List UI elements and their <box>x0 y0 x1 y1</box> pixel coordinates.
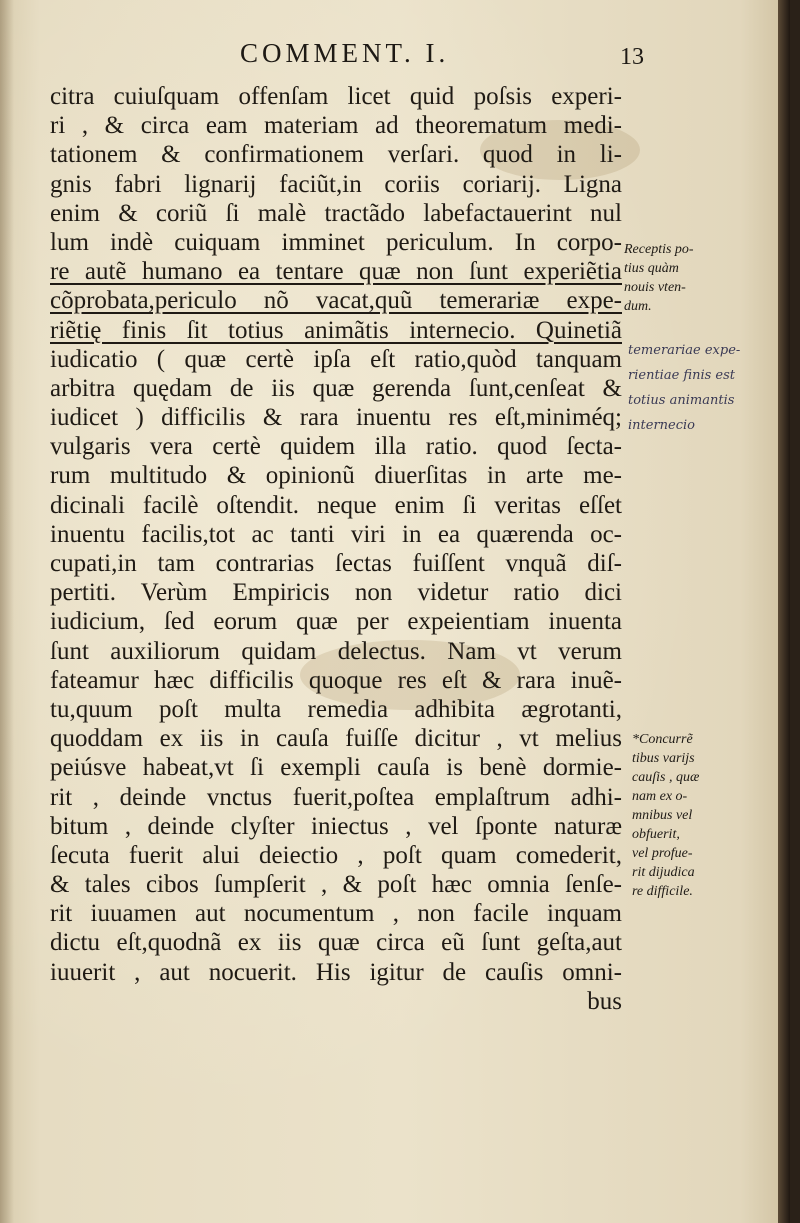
text-line: peiúsve habeat,vt ſi exempli cauſa is benè dormie- <box>50 754 622 782</box>
text-line: rum multitudo & opinionũ diuerſitas in arte me- <box>50 462 622 490</box>
text-line: enim & coriũ ſi malè tractãdo labefactauerint nul <box>50 199 622 227</box>
text-line: arbitra quędam de iis quæ gerenda ſunt,cenſeat & <box>50 374 622 402</box>
catchword: bus <box>587 987 622 1015</box>
text-line: pertiti. Verùm Empiricis non videtur ratio dici <box>50 579 622 607</box>
margin-note-line: dum. <box>624 299 652 314</box>
page-edge <box>778 0 790 1223</box>
margin-note-line: vel profue- <box>632 846 693 861</box>
text-line: iudicet ) difficilis & rara inuentu res eſt,miniméq; <box>50 404 622 432</box>
text-line: inuentu facilis,tot ac tanti viri in ea quærenda oc- <box>50 520 622 548</box>
text-line: bitum , deinde clyſter iniectus , vel ſponte naturæ <box>50 812 622 840</box>
text-line: gnis fabri lignarij faciũt,in coriis coriarij. Ligna <box>50 170 622 198</box>
text-line: tu,quum poſt multa remedia adhibita ægrotanti, <box>50 695 622 723</box>
margin-note-line: *Concurrẽ <box>632 732 693 747</box>
text-line: ſunt auxiliorum quidam delectus. Nam vt verum <box>50 637 622 665</box>
margin-note-line: cauſis , quæ <box>632 770 700 785</box>
margin-note-line: Receptis po- <box>624 242 694 257</box>
handwritten-line: temerariae expe- <box>628 343 741 358</box>
handwritten-annotation <box>628 338 740 438</box>
text-line: vulgaris vera certè quidem illa ratio. quod ſecta- <box>50 433 622 461</box>
running-head: COMMENT. I. <box>240 38 450 68</box>
margin-note-line: nouis vten- <box>624 280 686 295</box>
text-line: ri , & circa eam materiam ad theorematum medi- <box>50 112 622 140</box>
text-line: iuuerit , aut nocuerit. His igitur de cauſis omni- <box>50 958 622 986</box>
handwritten-line: rientiae finis est <box>628 368 735 383</box>
body-text <box>50 82 622 1016</box>
margin-note-line: re difficile. <box>632 884 693 899</box>
text-line: quoddam ex iis in cauſa fuiſſe dicitur , vt melius <box>50 725 622 753</box>
text-line: dicinali facilè oſtendit. neque enim ſi veritas eſſet <box>50 491 622 519</box>
margin-note-printed <box>624 240 694 316</box>
text-line: rit iuuamen aut nocumentum , non facile inquam <box>50 900 622 928</box>
text-line: iudicium, ſed eorum quæ per expeientiam inuenta <box>50 608 622 636</box>
margin-note-line: rit dijudica <box>632 865 695 880</box>
text-line: ſecuta fuerit alui deiectio , poſt quam comederit, <box>50 841 622 869</box>
text-line: dictu eſt,quodnã ex iis quæ circa eũ ſunt geſta,aut <box>50 929 622 957</box>
text-line: iudicatio ( quæ certè ipſa eſt ratio,quòd tanquam <box>50 345 622 373</box>
text-line-underlined: re autẽ humano ea tentare quæ non ſunt experiẽtia <box>50 258 622 286</box>
margin-note-line: obfuerit, <box>632 827 680 842</box>
text-line-underlined: riẽtię finis ſit totius animãtis internecio. Quinetiã <box>50 316 622 344</box>
text-line: fateamur hæc difficilis quoque res eſt & rara inuẽ- <box>50 666 622 694</box>
margin-note-line: nam ex o- <box>632 789 688 804</box>
text-line: rit , deinde vnctus fuerit,poſtea emplaſtrum adhi- <box>50 783 622 811</box>
margin-note-line: tius quàm <box>624 261 679 276</box>
text-line: & tales cibos ſumpſerit , & poſt hæc omnia ſenſe- <box>50 871 622 899</box>
text-line: lum indè cuiquam imminet periculum. In corpo- <box>50 228 622 256</box>
page-spine-shadow <box>0 0 14 1223</box>
text-line-underlined: cõprobata,periculo nõ vacat,quũ temerariæ expe- <box>50 287 622 315</box>
text-line: cupati,in tam contrarias ſectas fuiſſent vnquã diſ- <box>50 550 622 577</box>
margin-note-printed <box>632 730 699 901</box>
margin-note-line: tibus varijs <box>632 751 695 766</box>
page-number: 13 <box>620 44 644 70</box>
margin-note-line: mnibus vel <box>632 808 693 823</box>
text-line: citra cuiuſquam offenſam licet quid poſsis experi- <box>50 83 622 110</box>
handwritten-line: internecio <box>628 418 695 433</box>
text-line: tationem & confirmationem verſari. quod in li- <box>50 141 622 169</box>
handwritten-line: totius animantis <box>628 393 735 408</box>
